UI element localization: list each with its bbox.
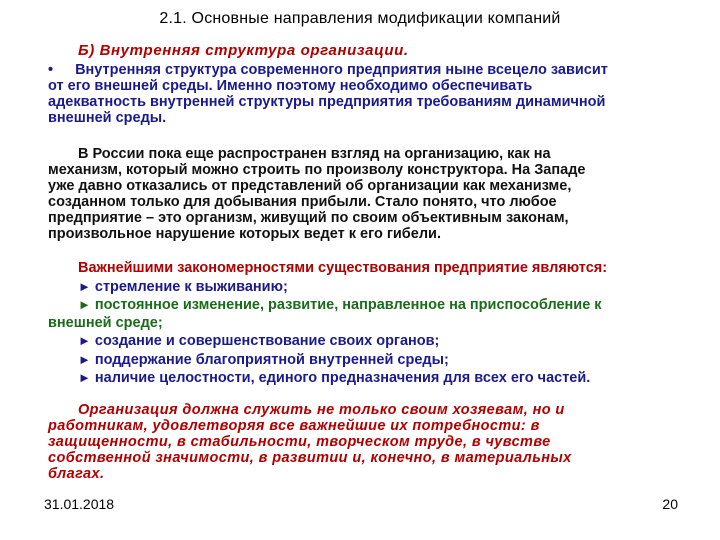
footer-date: 31.01.2018 xyxy=(44,496,115,512)
arrow-right-icon: ► xyxy=(78,370,91,385)
paragraph-line: уже давно отказались от представлений об организации как механизме, xyxy=(48,178,572,194)
regularities-lead: Важнейшими закономерностями существования предприятие являются: xyxy=(78,260,608,276)
list-item: ► создание и совершенствование своих органов; xyxy=(78,333,440,349)
paragraph-line: Организация должна служить не только своим хозяевам, но и xyxy=(78,402,565,418)
paragraph-regularities xyxy=(48,260,678,388)
paragraph-line: работникам, удовлетворяя все важнейшие их потребности: в xyxy=(48,418,540,434)
page-number: 20 xyxy=(662,496,678,512)
paragraph-line: произвольное нарушение которых ведет к его гибели. xyxy=(48,226,441,242)
paragraph-russia-view xyxy=(48,146,678,242)
list-item: ► поддержание благоприятной внутренней среды; xyxy=(78,351,449,368)
paragraph-line: благах. xyxy=(48,466,105,482)
paragraph-line: от его внешней среды. Именно поэтому необходимо обеспечивать xyxy=(48,78,533,94)
bullet-icon: • xyxy=(48,62,54,78)
slide-title: 2.1. Основные направления модификации компаний xyxy=(159,10,561,27)
paragraph-line: внешней среды. xyxy=(48,110,167,126)
paragraph-line: • Внутренняя структура современного предприятия ныне всецело зависит xyxy=(48,62,608,78)
list-item: ► стремление к выживанию; xyxy=(78,278,288,295)
arrow-right-icon: ► xyxy=(78,351,91,367)
paragraph-line: адекватность внутренней структуры предприятия требованиям динамичной xyxy=(48,94,606,110)
paragraph-conclusion xyxy=(48,402,678,482)
list-item: ► наличие целостности, единого предназначения для всех его частей. xyxy=(78,370,591,386)
arrow-right-icon: ► xyxy=(78,278,91,294)
paragraph-line: механизм, который можно строить по произволу конструктора. На Западе xyxy=(48,162,586,178)
paragraph-line: защищенности, в стабильности, творческом труде, в чувстве xyxy=(48,434,551,450)
section-subtitle: Б) Внутренняя структура организации. xyxy=(78,42,409,59)
arrow-right-icon: ► xyxy=(78,297,91,312)
paragraph-internal-structure xyxy=(48,62,678,126)
paragraph-line: В России пока еще распространен взгляд на организацию, как на xyxy=(78,146,551,162)
paragraph-line: предприятие – это организм, живущий по своим объективным законам, xyxy=(48,210,569,226)
list-item: ► постоянное изменение, развитие, направленное на приспособление к xyxy=(78,297,602,313)
paragraph-line: собственной значимости, в развитии и, конечно, в материальных xyxy=(48,450,572,466)
arrow-right-icon: ► xyxy=(78,333,91,348)
list-item-continuation: внешней среде; xyxy=(48,314,163,331)
paragraph-line: созданном только для добывания прибыли. Стало понято, что любое xyxy=(48,194,557,210)
